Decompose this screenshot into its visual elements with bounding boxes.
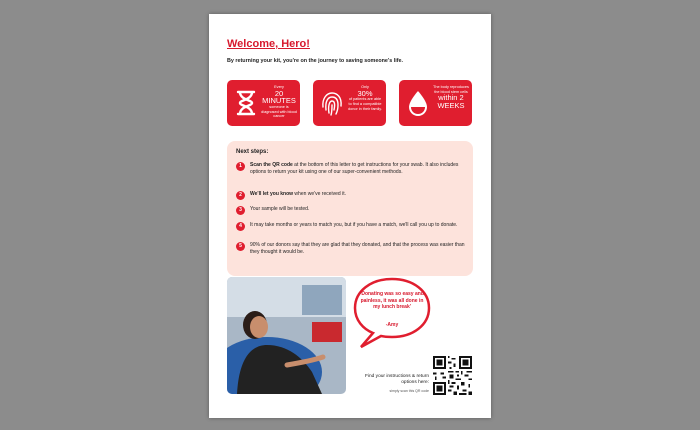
speech-bubble <box>351 276 433 350</box>
donor-quote: 'Donating was so easy and painless, it was all done in my lunch break' <box>360 291 424 310</box>
stat-post: of patients are able to find a compatible donor in their family. <box>348 97 382 111</box>
stat-pre: Only <box>361 85 369 89</box>
step-number: 1 <box>236 162 245 171</box>
step-text: Your sample will be tested. <box>250 206 310 212</box>
qr-scan-hint: simply scan this QR code <box>389 389 429 393</box>
next-steps-panel <box>227 141 473 276</box>
step-bold: Scan the QR code <box>250 162 293 168</box>
stat-pre: Every <box>274 85 284 89</box>
step-number: 4 <box>236 222 245 231</box>
stat-card-percent <box>313 80 386 126</box>
step-number: 3 <box>236 206 245 215</box>
fingerprint-icon <box>318 88 346 118</box>
stat-big: 30% <box>357 88 373 98</box>
stat-card-weeks <box>399 80 472 126</box>
stat-post: someone is diagnosed with blood cancer <box>261 105 297 119</box>
blood-drop-icon <box>404 88 432 118</box>
hourglass-icon <box>232 88 260 118</box>
donor-photo <box>227 277 346 394</box>
step-text: when we've received it. <box>293 191 346 197</box>
quote-author: -Amy <box>385 322 399 328</box>
welcome-letter <box>209 14 491 418</box>
step-text: It may take months or years to match you, but if you have a match, we'll call you up to donate. <box>250 222 458 228</box>
step-number: 5 <box>236 242 245 251</box>
step-number: 2 <box>236 191 245 200</box>
letter-intro: By returning your kit, you're on the journey to saving someone's life. <box>227 58 403 64</box>
stat-big: 20 MINUTES <box>262 88 296 106</box>
step-bold: We'll let you know <box>250 191 294 197</box>
next-steps-heading: Next steps: <box>236 149 269 155</box>
qr-instructions: Find your instructions & return options here: <box>365 374 429 385</box>
stat-card-minutes <box>227 80 300 126</box>
qr-code[interactable] <box>433 356 472 395</box>
stat-pre: The body reproduces the blood stem cells <box>433 85 469 94</box>
step-text: at the bottom of this letter to get instructions for your swab. It also includes options to return your kit using one of our super-convenient methods. <box>250 162 459 175</box>
letter-title: Welcome, Hero! <box>227 38 310 50</box>
stat-big: within 2 WEEKS <box>437 93 465 110</box>
step-text: 90% of our donors say that they are glad that they donated, and that the process was easier than they thought it would be. <box>250 242 465 255</box>
